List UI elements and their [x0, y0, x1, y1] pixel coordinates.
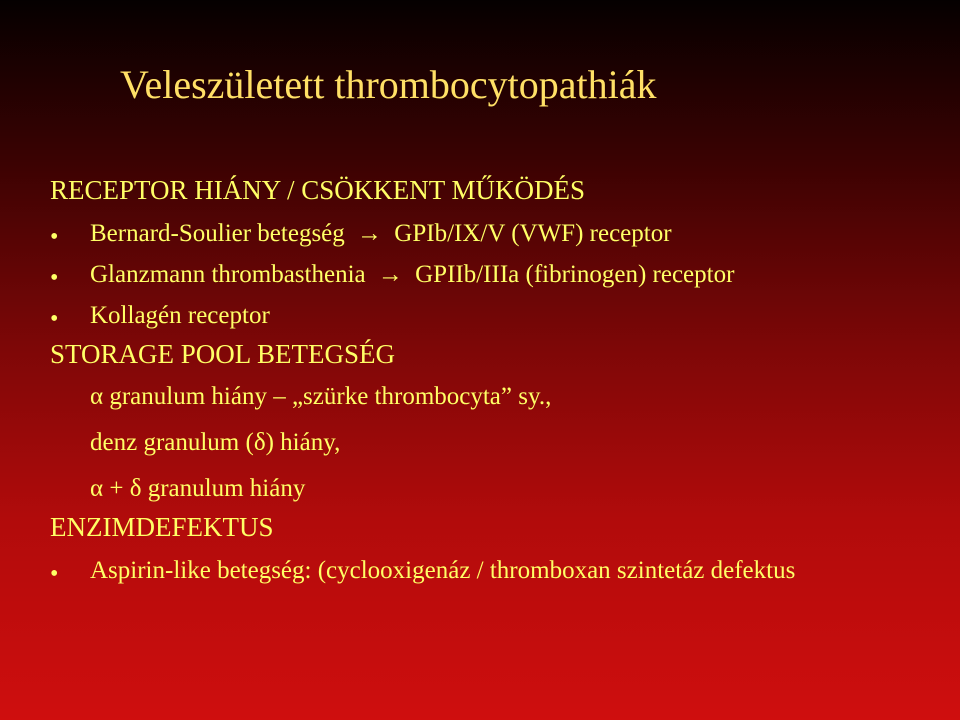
disease-name: Bernard-Soulier betegség — [90, 219, 345, 247]
bullet-icon: • — [50, 561, 59, 588]
storage-pool-item-alpha: α granulum hiány – „szürke thrombocyta” sy., — [90, 383, 552, 411]
storage-pool-item-delta: denz granulum (δ) hiány, — [90, 429, 341, 457]
bullet-icon: • — [50, 305, 59, 332]
bullet-row-aspirin-like — [50, 557, 910, 588]
disease-name: Glanzmann thrombasthenia — [90, 260, 366, 288]
slide-title: Veleszületett thrombocytopathiák — [120, 62, 657, 107]
section-heading-storage-pool: STORAGE POOL BETEGSÉG — [50, 338, 396, 369]
bullet-text: Kollagén receptor — [90, 301, 270, 329]
bullet-row-bernard-soulier — [50, 220, 910, 248]
bullet-row-kollagen — [50, 302, 910, 330]
bullet-text: Aspirin-like betegség: (cyclooxigenáz / thromboxan szintetáz defektus — [90, 557, 796, 585]
arrow-icon: → — [357, 219, 383, 247]
receptor-text: GPIIb/IIIa (fibrinogen) receptor — [415, 260, 735, 288]
arrow-icon: → — [377, 260, 403, 288]
section-heading-receptor: RECEPTOR HIÁNY / CSÖKKENT MŰKÖDÉS — [50, 175, 586, 205]
enzyme-defect-list — [50, 557, 910, 588]
storage-pool-item-alpha-delta: α + δ granulum hiány — [90, 475, 306, 503]
bullet-row-glanzmann — [50, 261, 910, 289]
storage-pool-list — [50, 383, 910, 503]
bullet-icon: • — [50, 223, 59, 250]
receptor-text: GPIb/IX/V (VWF) receptor — [394, 219, 672, 247]
slide-content — [50, 175, 910, 588]
receptor-bullet-list — [50, 220, 910, 330]
section-heading-enzyme-defect: ENZIMDEFEKTUS — [50, 512, 274, 543]
bullet-icon: • — [50, 264, 59, 291]
